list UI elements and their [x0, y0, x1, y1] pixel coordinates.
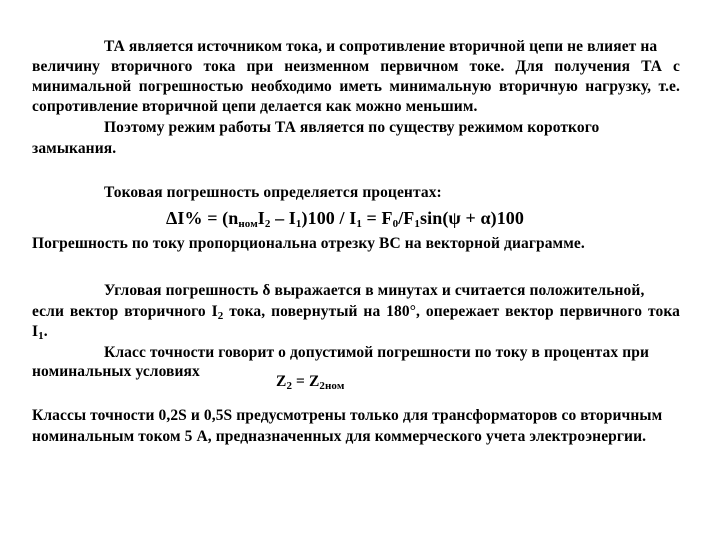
p5-line2-sub: 2 [217, 310, 224, 322]
p1-line3: минимальной погрешностью необходимо иметь минимальную вторичную нагрузку, т.е. [32, 78, 680, 95]
formula-part: – I [270, 208, 296, 228]
z-sub: 2 [286, 380, 293, 392]
p6-line2: номинальных условиях [32, 363, 200, 380]
z-part: = Z [292, 373, 320, 390]
formula-sub: 2 [264, 218, 271, 230]
p1-line4: сопротивление вторичной цепи делается как можно меньшим. [32, 98, 478, 115]
formula-part: )100 / I [301, 208, 357, 228]
p5-line3-a: I [32, 323, 39, 340]
formula-part: sin(ψ + α)100 [420, 208, 525, 228]
p2-line1: Поэтому режим работы ТА является по существу режимом короткого [104, 119, 600, 136]
formula-sub: 0 [392, 218, 399, 230]
z-part: Z [276, 373, 287, 390]
p7-line1: Классы точности 0,2S и 0,5S предусмотрены только для трансформаторов со вторичным [32, 407, 663, 424]
p5-line3-sub: 1 [38, 330, 44, 342]
p2-line2: замыкания. [32, 140, 117, 157]
p5-line3-b: . [43, 323, 48, 340]
p3-line1: Токовая погрешность определяется процентах: [104, 184, 442, 201]
p6-line1: Класс точности говорит о допустимой погрешности по току в процентах при [104, 344, 650, 361]
p4-line1: Погрешность по току пропорциональна отрезку ВС на векторной диаграмме. [32, 235, 585, 252]
p5-line3 [32, 323, 48, 341]
formula-part: = F [361, 208, 393, 228]
formula-sub: 1 [295, 218, 302, 230]
p5-line1: Угловая погрешность δ выражается в минутах и считается положительной, [104, 282, 645, 299]
formula-part: I [257, 208, 265, 228]
p5-line2-a: если вектор вторичного I [32, 303, 218, 320]
p1-line1: ТА является источником тока, и сопротивление вторичной цепи не влияет на [104, 38, 658, 55]
formula-part: /F [398, 208, 415, 228]
formula-part: ΔI% = (n [166, 208, 239, 228]
p1-line2: величину вторичного тока при неизменном первичном токе. Для получения ТА с [32, 58, 680, 75]
p7-line2: номинальным током 5 А, предназначенных для коммерческого учета электроэнергии. [32, 428, 647, 445]
formula-current-error [166, 208, 525, 230]
z-sub: 2ном [319, 380, 345, 392]
p5-line2-b: тока, повернутый на 180°, опережает вектор первичного тока [223, 303, 680, 320]
formula-sub: ном [238, 218, 258, 230]
p5-line2 [32, 303, 680, 321]
formula-sub: 1 [414, 218, 421, 230]
impedance-formula [276, 373, 344, 391]
formula-sub: 1 [356, 218, 362, 230]
